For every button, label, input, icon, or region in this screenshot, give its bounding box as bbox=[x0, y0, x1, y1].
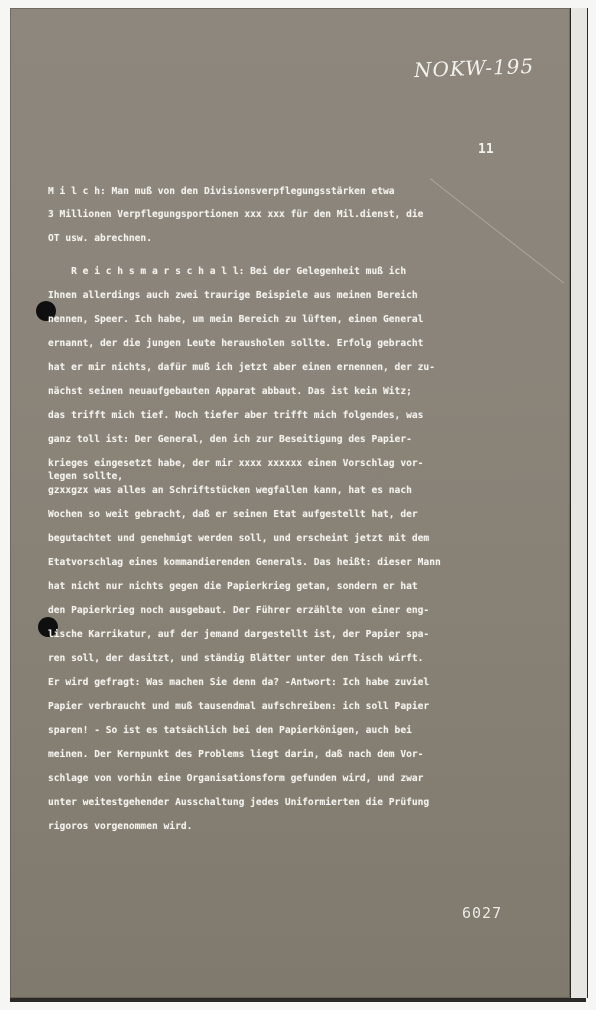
text-line: Papier verbraucht und muß tausendmal aufschreiben: ich soll Papier bbox=[48, 701, 430, 712]
text-line: nächst seinen neuaufgebauten Apparat abbaut. Das ist kein Witz; bbox=[48, 386, 412, 397]
text-line: nennen, Speer. Ich habe, um mein Bereich zu lüften, einen General bbox=[48, 314, 424, 325]
handwritten-reference: NOKW-195 bbox=[413, 53, 535, 83]
text-line: Etatvorschlag eines kommandierenden Generals. Das heißt: dieser Mann bbox=[48, 557, 441, 568]
text-line: ren soll, der dasitzt, und ständig Blätter unter den Tisch wirft. bbox=[48, 653, 424, 664]
page-number: 11 bbox=[478, 142, 494, 157]
text-line: ganz toll ist: Der General, den ich zur Beseitigung des Papier- bbox=[48, 434, 412, 445]
text-line: das trifft mich tief. Noch tiefer aber trifft mich folgendes, was bbox=[48, 410, 424, 421]
text-line: hat nicht nur nichts gegen die Papierkrieg getan, sondern er hat bbox=[48, 581, 418, 592]
document-stamp-number: 6027 bbox=[462, 904, 503, 922]
text-line: 3 Millionen Verpflegungsportionen xxx xxx für den Mil.dienst, die bbox=[48, 209, 424, 220]
text-line: ernannt, der die jungen Leute herausholen sollte. Erfolg gebracht bbox=[48, 338, 424, 349]
text-line: R e i c h s m a r s c h a l l: Bei der Gelegenheit muß ich bbox=[48, 266, 407, 277]
text-line: den Papierkrieg noch ausgebaut. Der Führer erzählte von einer eng- bbox=[48, 605, 430, 616]
text-line: meinen. Der Kernpunkt des Problems liegt darin, daß nach dem Vor- bbox=[48, 749, 424, 760]
text-line: schlage von vorhin eine Organisationsform gefunden wird, und zwar bbox=[48, 773, 424, 784]
text-line: gzxxgzx was alles an Schriftstücken wegfallen kann, hat es nach bbox=[48, 485, 412, 496]
page-bottom-edge bbox=[10, 998, 586, 1002]
text-line: Wochen so weit gebracht, daß er seinen Etat aufgestellt hat, der bbox=[48, 509, 418, 520]
text-line: Ihnen allerdings auch zwei traurige Beispiele aus meinen Bereich bbox=[48, 290, 418, 301]
text-line: sparen! - So ist es tatsächlich bei den Papierkönigen, auch bei bbox=[48, 725, 412, 736]
text-line: unter weitestgehender Ausschaltung jedes Uniformierten die Prüfung bbox=[48, 797, 430, 808]
page-edge-strip bbox=[570, 8, 588, 998]
text-line: OT usw. abrechnen. bbox=[48, 233, 152, 244]
text-line: Er wird gefragt: Was machen Sie denn da? -Antwort: Ich habe zuviel bbox=[48, 677, 430, 688]
text-line: lische Karrikatur, auf der jemand dargestellt ist, der Papier spa- bbox=[48, 629, 430, 640]
text-line: krieges eingesetzt habe, der mir xxxx xxxxxx einen Vorschlag vor- bbox=[48, 458, 424, 469]
text-line: hat er mir nichts, dafür muß ich jetzt aber einen ernennen, der zu- bbox=[48, 362, 435, 373]
text-line: begutachtet und genehmigt werden soll, und erscheint jetzt mit dem bbox=[48, 533, 430, 544]
text-line: M i l c h: Man muß von den Divisionsverpflegungsstärken etwa bbox=[48, 186, 395, 197]
text-line: legen sollte, bbox=[48, 471, 124, 482]
text-line: rigoros vorgenommen wird. bbox=[48, 821, 193, 832]
fold-crease bbox=[430, 178, 565, 283]
